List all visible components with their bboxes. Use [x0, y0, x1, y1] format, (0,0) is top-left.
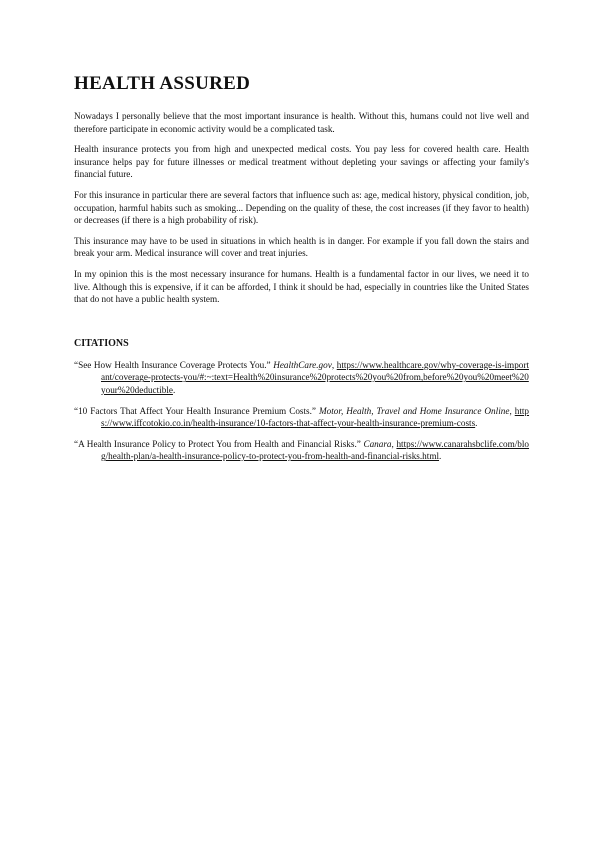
citation-entry: “A Health Insurance Policy to Protect You from Health and Financial Risks.” Canara, https://www.canarahsbclife.com/blog/health-plan/a-health-insurance-policy-to-protect-you-from-health-and-financial-risks.html.	[74, 438, 530, 462]
paragraph: Health insurance protects you from high and unexpected medical costs. You pay less for covered health care. Health insurance helps pay for future illnesses or medical treatment without depleting your savings or affecting your family's financial future.	[74, 144, 529, 180]
paragraph: Nowadays I personally believe that the most important insurance is health. Without this, humans could not live well and therefore participate in economic activity would be a complicated task.	[74, 111, 529, 134]
citation-link[interactable]: https://www.healthcare.gov/why-coverage-is-important/coverage-protects-you/#:~:text=Health%20insurance%20protects%20you%20from,before%20you%20meet%20your%20deductible	[101, 359, 530, 395]
citation-entry: “10 Factors That Affect Your Health Insurance Premium Costs.” Motor, Health, Travel and Home Insurance Online, https://www.iffcotokio.co.in/health-insurance/10-factors-that-affect-your-health-insurance-premium-costs.	[74, 405, 530, 429]
citation-source: HealthCare.gov	[273, 359, 332, 370]
document-page	[74, 72, 529, 471]
paragraph: In my opinion this is the most necessary insurance for humans. Health is a fundamental factor in our lives, we need it to live. Although this is expensive, if it can be afforded, I think it should be had, especially in countries like the United States that do not have a public health system.	[74, 268, 529, 305]
citation-title: “A Health Insurance Policy to Protect You from Health and Financial Risks.”	[74, 438, 361, 449]
citation-title: “See How Health Insurance Coverage Protects You.”	[74, 359, 271, 370]
citation-link[interactable]: https://www.iffcotokio.co.in/health-insurance/10-factors-that-affect-your-health-insurance-premium-costs	[101, 405, 530, 429]
citation-link[interactable]: https://www.canarahsbclife.com/blog/health-plan/a-health-insurance-policy-to-protect-you-from-health-and-financial-risks.html	[101, 438, 530, 462]
paragraph: This insurance may have to be used in situations in which health is in danger. For example if you fall down the stairs and break your arm. Medical insurance will cover and treat injuries.	[74, 235, 529, 259]
document-title: HEALTH ASSURED	[74, 73, 251, 94]
citation-source: Motor, Health, Travel and Home Insurance Online	[319, 405, 510, 416]
citation-title: “10 Factors That Affect Your Health Insurance Premium Costs.”	[74, 405, 316, 416]
paragraph: For this insurance in particular there are several factors that influence such as: age, medical history, physical condition, job, occupation, harmful habits such as smoking... Depending on the quality of these, the cost increases (if they favor to health) or decreases (if there is a high probability of risk).	[74, 189, 529, 226]
citations-heading: CITATIONS	[74, 337, 129, 349]
citation-entry: “See How Health Insurance Coverage Protects You.” HealthCare.gov, https://www.healthcare.gov/why-coverage-is-important/coverage-protects-you/#:~:text=Health%20insurance%20protects%20you%20from,before%20you%20meet%20your%20deductible.	[74, 359, 530, 395]
citation-source: Canara	[363, 438, 392, 449]
